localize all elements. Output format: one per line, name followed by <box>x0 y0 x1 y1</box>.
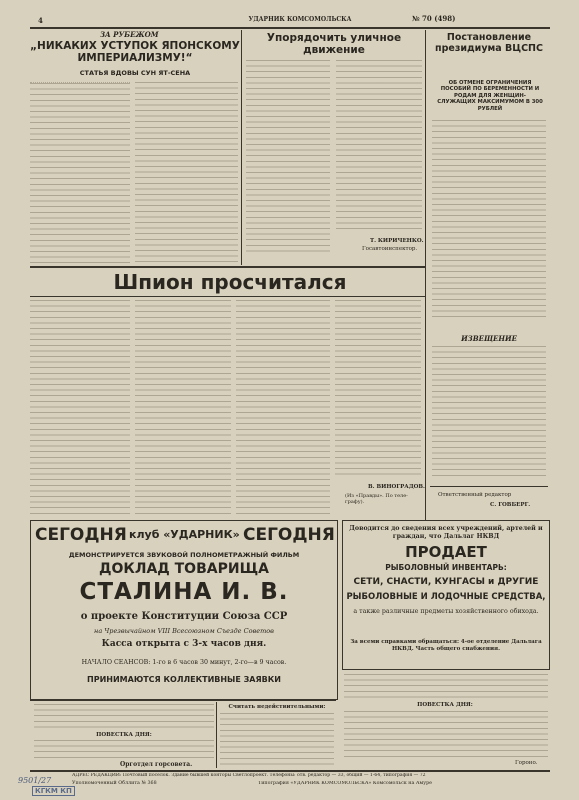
spy-article-source: (Из «Правды». По теле-графу). <box>345 493 408 505</box>
bottom-right-agenda: ПОВЕСТКА ДНЯ: <box>417 702 473 708</box>
issue-number: № 70 (498) <box>412 14 456 23</box>
nkvd-line6: За всеми справками обращаться: 4-ое отделение Дальлага НКВД. Часть общего снабжения. <box>350 639 542 652</box>
archive-stamp: КГКМ КП <box>32 786 75 796</box>
nkvd-line3: СЕТИ, СНАСТИ, КУНГАСЫ и ДРУГИЕ <box>353 577 539 587</box>
middle-article-body-2 <box>336 60 422 230</box>
bottom-right-signature: Гороно. <box>515 760 538 766</box>
nkvd-line4: РЫБОЛОВНЫЕ И ЛОДОЧНЫЕ СРЕДСТВА, <box>346 592 546 602</box>
spy-body-col3 <box>236 300 330 515</box>
nkvd-line5: а также различные предметы хозяйственного обихода. <box>353 608 539 615</box>
bottom-mid-divider <box>216 702 217 768</box>
nkvd-line2: РЫБОЛОВНЫЙ ИНВЕНТАРЬ: <box>385 563 507 572</box>
spy-body-col4 <box>335 300 421 478</box>
footer-line3: Типография «УДАРНИК КОМСОМОЛЬСКА» Комсомольск на Амуре <box>258 781 432 786</box>
editor-name: С. ГОВБЕРГ. <box>490 502 531 508</box>
left-article-subtitle: СТАТЬЯ ВДОВЫ СУН ЯТ-СЕНА <box>79 69 191 77</box>
spy-top-rule <box>30 266 425 268</box>
footer-rule <box>30 770 550 772</box>
cinema-club-name: клуб «УДАРНИК» <box>129 528 240 541</box>
editor-label: Ответственный редактор <box>438 492 512 498</box>
col-divider-2 <box>425 30 426 520</box>
bottom-left-signature: Орготдел горсовета. <box>120 761 193 768</box>
cinema-line7: НАЧАЛО СЕАНСОВ: 1-го в 6 часов 30 минут, 2-го—в 9 часов. <box>81 659 287 666</box>
footer-line1: АДРЕС РЕДАКЦИИ: Почтовый поселок. Здание бывшей конторы Светлопроект. Телефоны: отв. редактор — 33, общий — 1-64, типография — 72 <box>72 773 426 778</box>
cinema-line6: Касса открыта с 3-х часов дня. <box>101 639 267 649</box>
bottom-left-agenda: ПОВЕСТКА ДНЯ: <box>96 732 152 738</box>
col-divider-1 <box>241 30 242 265</box>
cinema-ad-box <box>30 520 338 700</box>
middle-article-body <box>246 60 330 255</box>
notice-title: ИЗВЕЩЕНИЕ <box>461 334 517 343</box>
nkvd-ad-box <box>342 520 550 670</box>
middle-article-title: Упорядочить уличное движение <box>266 32 402 56</box>
spy-body-col1 <box>30 300 130 515</box>
spy-body-col2 <box>135 300 231 515</box>
left-article-body <box>30 82 130 267</box>
cinema-line1: ДЕМОНСТРИРУЕТСЯ ЗВУКОВОЙ ПОЛНОМЕТРАЖНЫЙ ФИЛЬМ <box>68 551 300 559</box>
cinema-today-left: СЕГОДНЯ <box>35 525 127 545</box>
cinema-line4: о проекте Конституции Союза ССР <box>80 611 288 622</box>
footer-line2: Уполномоченный Обллита № 368 <box>72 781 157 786</box>
cinema-line3: СТАЛИНА И. В. <box>79 579 289 605</box>
spy-article-title: Шпион просчитался <box>113 270 347 294</box>
right-article-title: Постановление президиума ВЦСПС <box>435 32 543 54</box>
middle-article-author: Т. КИРИЧЕНКО. <box>370 238 424 244</box>
spy-title-rule <box>30 296 425 297</box>
top-rule <box>30 27 550 29</box>
bottom-right-body <box>344 674 548 700</box>
right-article-subtitle: ОБ ОТМЕНЕ ОГРАНИЧЕНИЯ ПОСОБИЙ ПО БЕРЕМЕННОСТИ И РОДАМ ДЛЯ ЖЕНЩИН-СЛУЖАЩИХ МАКСИМУМОМ В 300 РУБЛЕЙ <box>437 80 543 112</box>
nkvd-title: ПРОДАЕТ <box>405 543 487 561</box>
cinema-line2: ДОКЛАД ТОВАРИЩА <box>99 561 269 577</box>
handwritten-number: 9501/27 <box>18 776 52 785</box>
spy-article-author: В. ВИНОГРАДОВ. <box>368 484 425 490</box>
bottom-left-body <box>34 704 214 728</box>
editor-rule <box>430 486 548 487</box>
section-label: ЗА РУБЕЖОМ <box>100 30 159 39</box>
paper-name: УДАРНИК КОМСОМОЛЬСКА <box>248 16 352 23</box>
bottom-left-top-rule <box>30 700 336 701</box>
cinema-today-right: СЕГОДНЯ <box>243 525 335 545</box>
bottom-mid-body <box>220 713 334 765</box>
left-article-title: „НИКАКИХ УСТУПОК ЯПОНСКОМУ ИМПЕРИАЛИЗМУ!“ <box>30 40 240 64</box>
bottom-left-items <box>34 740 214 758</box>
page-number: 4 <box>38 16 43 25</box>
middle-article-author-role: Госавтоинспектор. <box>362 246 418 252</box>
bottom-right-items <box>344 711 548 759</box>
nkvd-line1: Доводится до сведения всех учреждений, артелей и граждан, что Дальлаг НКВД <box>349 525 543 540</box>
bottom-mid-title: Считать недействительными: <box>228 704 326 710</box>
right-article-body <box>432 120 546 320</box>
cinema-line8: ПРИНИМАЮТСЯ КОЛЛЕКТИВНЫЕ ЗАЯВКИ <box>87 675 281 684</box>
notice-body <box>432 346 546 478</box>
left-article-body-2 <box>135 82 238 267</box>
cinema-line5: на Чрезвычайном VIII Всесоюзном Съезде Советов <box>94 627 274 635</box>
